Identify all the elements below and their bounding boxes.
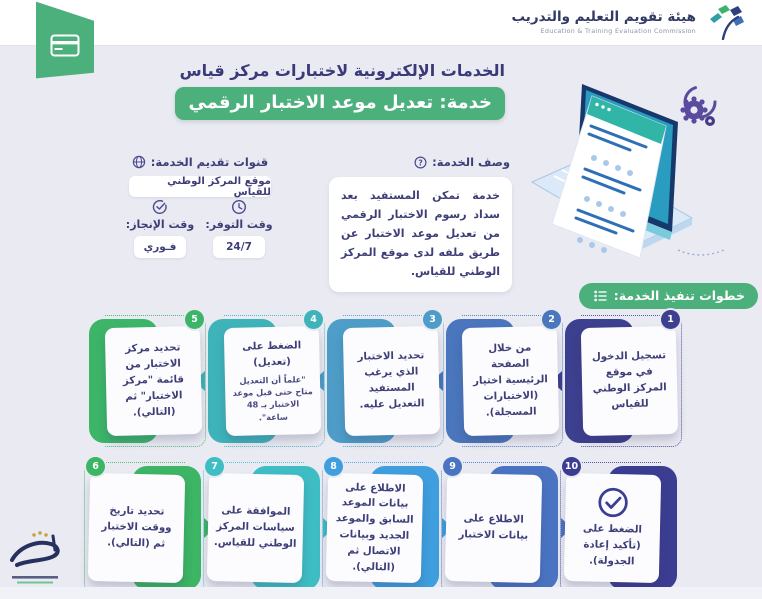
org-name-english: Education & Training Evaluation Commission [540,27,696,36]
bottom-strip [0,587,762,599]
step-number-badge: 6 [86,457,105,476]
step-body [445,473,542,583]
step-card [327,314,439,443]
step-body [581,326,678,436]
gear-sync-icon [680,87,715,126]
org-name-arabic: هيئة تقويم التعليم والتدريب [511,8,696,25]
question-icon [414,156,427,169]
brand [511,4,746,40]
description-box: خدمة تمكن المستفيد بعد سداد رسوم الاختبار الرقمي من تعديل موعد الاختبار عن طريق ملفه لدى موقع المركز الوطني للقياس. [329,177,512,292]
step-number-badge: 2 [542,310,561,329]
step-number-badge: 3 [423,310,442,329]
step-body [105,326,202,436]
availability-value: 24/7 [213,236,265,258]
description-label: وصف الخدمة: [432,155,510,169]
workflow-icon [594,290,607,302]
step-body [88,473,185,583]
step-card [564,461,677,590]
step-text: الموافقة على سياسات المركز الوطني للقياس. [213,505,297,550]
steps-heading-badge [579,283,758,309]
svg-text:?: ? [418,157,423,167]
completion-value: فـوري [134,236,187,258]
channels-heading [127,155,273,169]
watermark-logo [6,520,70,590]
step-number-badge: 1 [661,310,680,329]
steps-row-1 [89,314,677,443]
service-title-badge: خدمة: تعديل موعد الاختبار الرقمي [175,87,505,120]
laptop-illustration [528,72,746,272]
step-card [208,314,320,443]
step-body [564,473,661,583]
step-body [343,326,440,436]
step-number-badge: 5 [185,310,204,329]
step-card [208,461,320,590]
step-number-badge: 7 [205,457,224,476]
step-text: تسجيل الدخول في موقع المركز الوطني للقياس [591,350,667,411]
step-number-badge: 10 [562,457,581,476]
step-text: تحديد مركز الاختبار من قائمة "مركز الاختبار" ثم (التالي). [122,342,185,419]
clock-icon [231,199,247,215]
step-number-badge: 8 [324,457,343,476]
channels-value-box: موقع المركز الوطني للقياس [129,176,271,197]
step-card [565,314,677,443]
top-header-bar [0,0,762,46]
completion-block [115,199,205,258]
step-number-badge: 9 [443,457,462,476]
step-body [462,326,559,436]
step-text: الضغط على (تعديل) [242,340,302,369]
step-number-badge: 4 [304,310,323,329]
page-title: الخدمات الإلكترونية لاختبارات مركز قياس [179,61,505,80]
step-text: تحديد الاختبار الذي يرغب المستفيد التعديل عليه. [357,350,425,411]
brand-text [511,9,696,35]
step-card [446,461,558,590]
description-heading [414,155,510,169]
step-card [327,461,439,590]
availability-label: وقت التوفر: [205,218,273,231]
credit-card-icon [50,34,80,57]
globe-icon [132,155,146,169]
step-body [224,326,321,436]
step-body [207,473,304,583]
check-badge-icon [152,199,168,215]
step-text: الاطلاع على بيانات الموعد السابق والموعد الجديد وبيانات الاتصال ثم (التالي). [335,481,414,574]
step-text: تحديد تاريخ ووقت الاختبار ثم (التالي). [101,505,172,550]
step-card [89,314,201,443]
step-body [326,473,423,583]
completion-label: وقت الإنجاز: [125,218,195,231]
channels-label: قنوات تقديم الخدمة: [150,155,269,169]
step-card [89,461,201,590]
step-subtext: "علماً أن التعديل متاح حتى قبل موعد الاختبار بـ 48 ساعة". [232,373,313,422]
org-logo-icon [704,4,746,40]
step-card [446,314,558,443]
step-text: الاطلاع على بيانات الاختبار [458,513,529,542]
step-text: الضغط على (تأكيد إعادة الجدولة). [582,523,643,568]
steps-heading-label: خطوات تنفيذ الخدمة: [613,288,745,303]
step-text: من خلال الصفحة الرئيسية اختيار (الاختبارات المسجلة). [473,342,548,419]
steps-row-2 [89,461,677,590]
check-circle-icon [596,486,630,520]
availability-block [194,199,284,258]
